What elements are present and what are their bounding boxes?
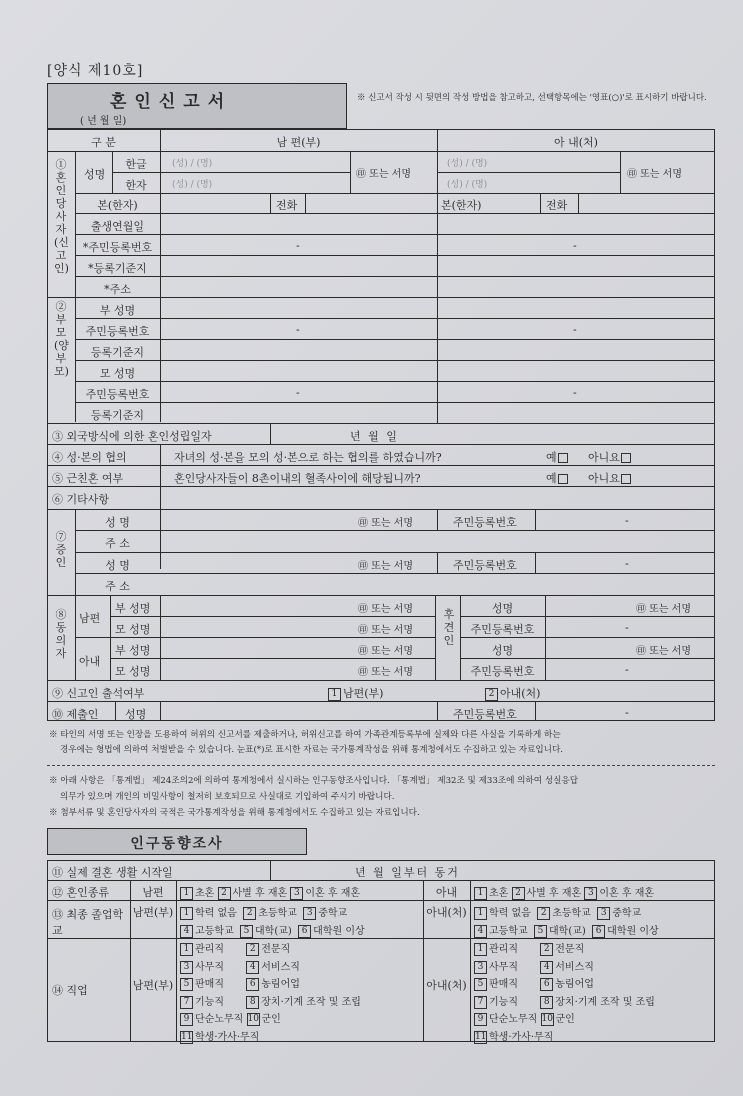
r14-wife: 아내(처) [426, 979, 467, 992]
r12-h-opt3: 이혼 후 재혼 [305, 888, 361, 899]
r12-wife-options[interactable] [474, 884, 654, 900]
option-number-box[interactable]: 1 [180, 907, 193, 920]
reg-label: *등록기준지 [88, 262, 147, 275]
header-husband: 남 편(부) [276, 136, 321, 149]
husband-seal: ㊞ 또는 서명 [356, 169, 411, 180]
rrn-label: *주민등록번호 [82, 241, 153, 254]
witness1-rrn-dash: - [625, 514, 629, 527]
r13-husband-options[interactable] [180, 905, 365, 941]
option-label: 기능직 [489, 996, 518, 1008]
option-number-box[interactable]: 1 [474, 907, 487, 920]
husband-phone-label: 전화 [276, 199, 298, 212]
option-number-box[interactable]: 2 [243, 907, 256, 920]
husband-father-rrn-dash: - [296, 323, 300, 336]
section8-title: ⑧동의자 [55, 608, 67, 660]
option-number-box[interactable]: 1 [474, 887, 487, 900]
section7-title: ⑦증인 [55, 530, 67, 569]
note-2b: 의무가 있으며 개인의 비밀사항이 철저히 보호되므로 사실대로 기입하여 주시기 바랍니다. [60, 792, 395, 802]
option-label: 관리직 [195, 944, 224, 955]
option-number-box[interactable]: 3 [597, 907, 610, 920]
wife-bon-label: 본(한자) [441, 199, 482, 212]
r11-value: 년 월 일부터 동거 [355, 866, 460, 879]
option-number-box[interactable]: 7 [474, 996, 487, 1009]
option-label: 대학원 이상 [313, 926, 365, 937]
sec4-yes[interactable] [546, 449, 568, 465]
r12-husband-options[interactable] [180, 884, 360, 900]
sec4-no[interactable] [588, 449, 631, 465]
sec10-name: 성명 [125, 708, 147, 721]
option-label: 학생·가사·무직 [195, 1031, 260, 1043]
option-label: 학력 없음 [195, 908, 237, 919]
sec4-question: 자녀의 성·본을 모의 성·본으로 하는 협의를 하였습니까? [174, 451, 442, 464]
c-h-mother-name: 성명 [129, 623, 151, 636]
option-label: 판매직 [489, 979, 518, 990]
mother-name-label: 모 성명 [99, 367, 136, 380]
husband-hanja-placeholder: (성) / (명) [172, 180, 213, 190]
addr-label: *주소 [104, 283, 131, 296]
option-label: 서비스직 [555, 961, 594, 973]
c-h-father-name: 성명 [129, 602, 151, 615]
sec5-no-checkbox[interactable] [621, 474, 631, 484]
sec4-no-label: 아니요 [588, 451, 620, 464]
guardian-title: 후견인 [443, 608, 455, 647]
option-number-box[interactable]: 6 [298, 925, 311, 938]
c-h-mother: 모 [115, 623, 126, 636]
section1-title: ①혼인당사자(신고인) [54, 158, 69, 275]
r13-label: ⑬ 최종 졸업학교 [52, 908, 124, 937]
witness2-rrn-dash: - [625, 557, 629, 570]
form-number: [양식 제10호] [47, 63, 144, 79]
g1-rrn-dash: - [625, 621, 629, 634]
option-number-box[interactable]: 11 [475, 1031, 487, 1042]
g2-rrn-label: 주민등록번호 [470, 665, 535, 678]
option-label: 농림어업 [555, 979, 594, 990]
c-w-father-name: 성명 [129, 644, 151, 657]
option-label: 학생·가사·무직 [489, 1031, 554, 1043]
c-w-mother: 모 [115, 665, 126, 678]
option-label: 학력 없음 [489, 908, 531, 919]
option-label: 군인 [261, 1014, 281, 1025]
option-label: 서비스직 [261, 961, 300, 973]
sec10-rrn-dash: - [625, 706, 629, 719]
option-label: 농림어업 [261, 979, 300, 990]
r12-w-opt3: 이혼 후 재혼 [599, 888, 655, 899]
option-label: 전문직 [555, 944, 585, 955]
option-number-box[interactable]: 9 [180, 1013, 193, 1026]
header-wife: 아 내(처) [554, 136, 598, 149]
sec9-opt2[interactable] [485, 685, 540, 701]
r12-label: ⑫ 혼인종류 [52, 886, 110, 899]
r12-husband: 남편 [142, 886, 164, 899]
c-seal-1: ㊞ 또는 서명 [358, 604, 413, 615]
wife-seal: ㊞ 또는 서명 [627, 169, 682, 180]
option-number-box[interactable]: 5 [240, 925, 253, 938]
wife-father-rrn-dash: - [573, 323, 577, 336]
option-label: 고등학교 [489, 926, 528, 937]
wife-hanja-placeholder: (성) / (명) [447, 180, 488, 190]
father-rrn-label: 주민등록번호 [85, 325, 150, 338]
witness2-seal: ㊞ 또는 서명 [358, 561, 413, 572]
option-label: 초등학교 [258, 908, 297, 919]
option-number-box[interactable]: 3 [290, 887, 303, 900]
g2-rrn-dash: - [625, 663, 629, 676]
note-1a: ※ 타인의 서명 또는 인장을 도용하여 허위의 신고서를 제출하거나, 허위신고를 하여 가족관계등록부에 실제와 다른 사실을 기록하게 하는 [49, 730, 561, 740]
sec10-label: ⑩ 제출인 [52, 708, 99, 721]
option-number-box[interactable]: 8 [540, 996, 553, 1009]
option-label: 군인 [555, 1014, 575, 1025]
consent-husband-label: 남편 [79, 612, 101, 625]
hangul-label: 한글 [125, 158, 147, 171]
sec5-yes-label: 예 [546, 472, 557, 485]
mother-rrn-label: 주민등록번호 [85, 388, 150, 401]
option-label: 대학(교) [255, 926, 292, 937]
c-seal-3: ㊞ 또는 서명 [358, 646, 413, 657]
r13-husband: 남편(부) [132, 906, 174, 919]
r12-wife: 아내 [435, 886, 458, 899]
sec3-label: ③ 외국방식에 의한 혼인성립일자 [52, 430, 212, 443]
option-number-box[interactable]: 11 [181, 1031, 193, 1042]
option-number-box[interactable]: 4 [474, 925, 487, 938]
r14-husband-options[interactable] [180, 941, 361, 1046]
sec9-label: ⑨ 신고인 출석여부 [52, 687, 145, 700]
header-category: 구 분 [91, 136, 116, 149]
father-reg-label: 등록기준지 [90, 346, 145, 359]
option-number-box[interactable]: 3 [303, 907, 316, 920]
option-number-box[interactable]: 1 [180, 887, 193, 900]
wife-mother-rrn-dash: - [573, 386, 577, 399]
c-seal-2: ㊞ 또는 서명 [358, 625, 413, 636]
c-seal-4: ㊞ 또는 서명 [358, 667, 413, 678]
option-number-box[interactable]: 1 [180, 943, 193, 956]
witness2-addr-label: 주 소 [105, 580, 130, 593]
option-number-box[interactable]: 6 [540, 978, 553, 991]
sec3-value: 년 월 일 [350, 430, 399, 443]
option-number-box[interactable]: 3 [584, 887, 597, 900]
g2-seal: ㊞ 또는 서명 [636, 646, 691, 657]
sec9-opt1-box[interactable]: 1 [328, 688, 341, 701]
option-number-box[interactable]: 2 [540, 943, 553, 956]
sec9-opt1-label: 남편(부) [343, 687, 384, 700]
witness1-addr-label: 주 소 [105, 537, 130, 550]
mother-reg-label: 등록기준지 [90, 409, 145, 422]
witness1-rrn-label: 주민등록번호 [453, 516, 517, 529]
sec5-no-label: 아니요 [588, 472, 620, 485]
sec9-opt1[interactable] [328, 685, 383, 701]
page-title: 혼인신고서 [110, 92, 233, 112]
c-h-father: 부 [115, 602, 126, 615]
hanja-label: 한자 [125, 179, 147, 192]
option-number-box[interactable]: 5 [180, 978, 193, 991]
option-label: 전문직 [261, 944, 291, 955]
r13-wife-options[interactable] [474, 905, 659, 941]
date-line: ( 년 월 일) [80, 116, 127, 127]
option-label: 초등학교 [552, 908, 591, 919]
g1-name-label: 성명 [491, 602, 514, 615]
option-number-box[interactable]: 5 [474, 978, 487, 991]
r12-w-opt2: 사별 후 재혼 [526, 888, 582, 899]
option-label: 사무직 [489, 961, 518, 973]
sec4-no-checkbox[interactable] [621, 453, 631, 463]
option-number-box[interactable]: 4 [180, 925, 193, 938]
note-2a: ※ 아래 사항은 「통계법」 제24조의2에 의하여 통계청에서 실시하는 인구동향조사입니다. 「통계법」 제32조 및 제33조에 의하여 성실응답 [49, 776, 578, 786]
g1-rrn-label: 주민등록번호 [470, 623, 535, 636]
r12-w-opt1: 초혼 [489, 888, 509, 899]
option-label: 단순노무직 [195, 1014, 244, 1025]
witness2-name-label: 성 명 [105, 559, 130, 572]
birth-label: 출생연월일 [90, 220, 145, 233]
witness1-name-label: 성 명 [105, 516, 130, 529]
instruction-text: ※ 신고서 작성 시 뒷면의 작성 방법을 참고하고, 선택항목에는 '영표(○)'로 표시하기 바랍니다. [357, 93, 707, 103]
g1-seal: ㊞ 또는 서명 [636, 604, 691, 615]
option-number-box[interactable]: 4 [540, 961, 553, 974]
option-label: 판매직 [195, 979, 224, 990]
option-label: 장치·기계 조작 및 조립 [555, 996, 655, 1008]
option-label: 기능직 [195, 996, 224, 1008]
sec10-rrn-label: 주민등록번호 [453, 708, 517, 721]
sec5-question: 혼인당사자들이 8촌이내의 혈족사이에 해당됩니까? [174, 472, 421, 485]
r14-wife-options[interactable] [474, 941, 655, 1046]
option-number-box[interactable]: 6 [246, 978, 259, 991]
option-number-box[interactable]: 8 [246, 996, 259, 1009]
consent-wife-label: 아내 [79, 655, 101, 668]
option-label: 고등학교 [195, 926, 234, 937]
option-label: 대학원 이상 [607, 926, 659, 937]
option-number-box[interactable]: 9 [474, 1013, 487, 1026]
sec9-opt2-label: 아내(처) [500, 687, 541, 700]
c-w-mother-name: 성명 [129, 665, 151, 678]
option-number-box[interactable]: 6 [592, 925, 605, 938]
option-label: 중학교 [612, 908, 642, 919]
sec5-no[interactable] [588, 470, 631, 486]
option-number-box[interactable]: 10 [247, 1014, 259, 1024]
option-number-box[interactable]: 2 [218, 887, 231, 900]
sec9-opt2-box[interactable]: 2 [485, 688, 498, 701]
option-label: 장치·기계 조작 및 조립 [261, 996, 361, 1008]
g2-name-label: 성명 [491, 644, 514, 657]
sec4-yes-checkbox[interactable] [558, 453, 568, 463]
option-label: 단순노무직 [489, 1014, 538, 1025]
sec5-label: ⑤ 근친혼 여부 [52, 472, 124, 485]
husband-rrn-dash: - [296, 239, 300, 252]
sec4-yes-label: 예 [546, 451, 557, 464]
sec5-yes-checkbox[interactable] [558, 474, 568, 484]
option-label: 중학교 [318, 908, 348, 919]
option-number-box[interactable]: 7 [180, 996, 193, 1009]
wife-rrn-dash: - [573, 239, 577, 252]
option-number-box[interactable]: 2 [246, 943, 259, 956]
option-label: 사무직 [195, 961, 224, 973]
option-number-box[interactable]: 4 [246, 961, 259, 974]
note-3: ※ 첨부서류 및 혼인당사자의 국적은 국가통계작성을 위해 통계청에서도 수집하고 있는 자료입니다. [49, 808, 420, 818]
note-1b: 경우에는 형법에 의하여 처벌받을 수 있습니다. 눈표(*)로 표시한 자료는 국가통계작성을 위해 통계청에서도 수집하고 있는 자료입니다. [60, 745, 563, 755]
r14-husband: 남편(부) [132, 979, 174, 992]
r14-label: ⑭ 직업 [52, 984, 88, 997]
option-number-box[interactable]: 2 [537, 907, 550, 920]
father-name-label: 부 성명 [99, 304, 136, 317]
option-number-box[interactable]: 5 [534, 925, 547, 938]
r11-label: ⑪ 실제 결혼 생활 시작일 [52, 866, 173, 879]
sec6-label: ⑥ 기타사항 [52, 493, 110, 506]
option-label: 대학(교) [549, 926, 586, 937]
name-label: 성명 [84, 168, 106, 181]
sec5-yes[interactable] [546, 470, 568, 486]
option-number-box[interactable]: 1 [474, 943, 487, 956]
wife-hangul-placeholder: (성) / (명) [447, 159, 488, 169]
wife-phone-label: 전화 [546, 199, 568, 212]
husband-bon-label: 본(한자) [97, 199, 138, 212]
husband-mother-rrn-dash: - [296, 386, 300, 399]
option-number-box[interactable]: 3 [474, 961, 487, 974]
option-number-box[interactable]: 3 [180, 961, 193, 974]
witness1-seal: ㊞ 또는 서명 [358, 518, 413, 529]
sec4-label: ④ 성·본의 협의 [52, 451, 127, 464]
option-number-box[interactable]: 2 [512, 887, 525, 900]
section2-title: ②부모(양부모) [54, 300, 69, 378]
c-w-father: 부 [115, 644, 126, 657]
r13-wife: 아내(처) [426, 906, 467, 919]
option-label: 관리직 [489, 944, 518, 955]
husband-hangul-placeholder: (성) / (명) [172, 159, 213, 169]
survey-title: 인구동향조사 [130, 836, 224, 852]
r12-h-opt1: 초혼 [195, 888, 215, 899]
r12-h-opt2: 사별 후 재혼 [232, 888, 288, 899]
witness2-rrn-label: 주민등록번호 [453, 559, 517, 572]
option-number-box[interactable]: 10 [541, 1014, 553, 1024]
